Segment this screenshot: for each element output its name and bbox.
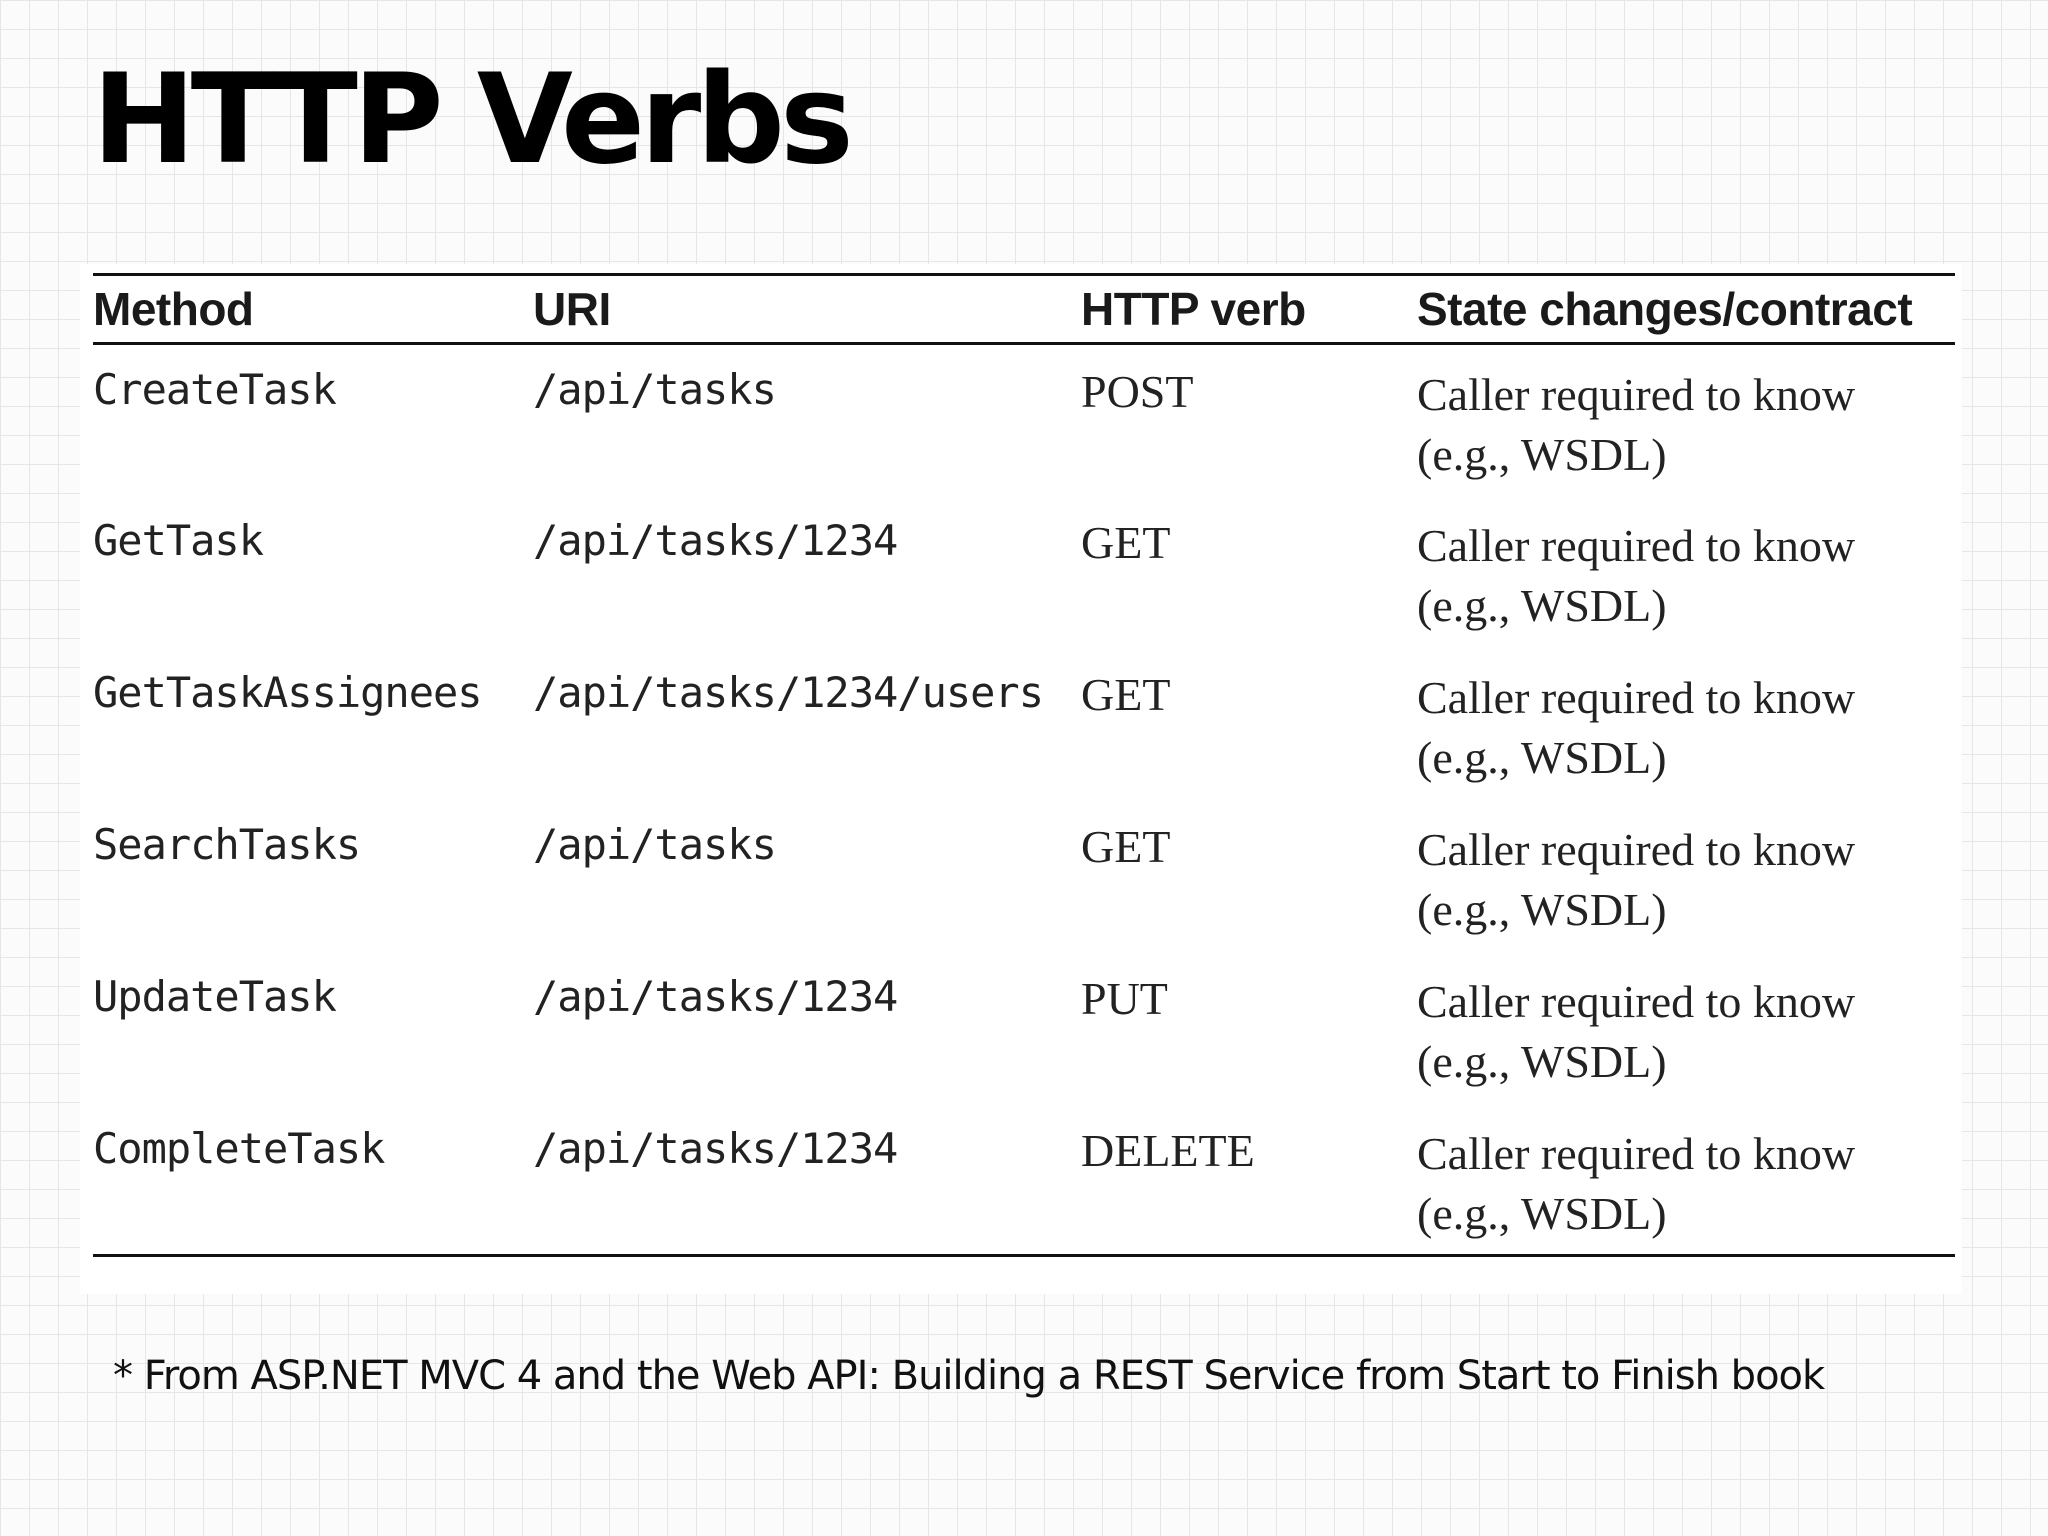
method-cell: GetTaskAssignees xyxy=(93,667,482,717)
contract-line-1: Caller required to know xyxy=(1417,823,1856,875)
method-cell: CompleteTask xyxy=(93,1123,385,1173)
contract-line-2: (e.g., WSDL) xyxy=(1417,1035,1667,1087)
contract-line-2: (e.g., WSDL) xyxy=(1417,429,1667,480)
http-verb-cell: GET xyxy=(1081,668,1171,720)
table-row xyxy=(93,800,1955,952)
method-cell: SearchTasks xyxy=(93,819,361,869)
table-row xyxy=(93,344,1955,496)
contract-line-2: (e.g., WSDL) xyxy=(1417,1187,1667,1239)
uri-cell: /api/tasks/1234 xyxy=(533,515,898,565)
uri-cell: /api/tasks/1234 xyxy=(533,971,898,1021)
http-verbs-table xyxy=(93,273,1955,1257)
http-verb-cell: DELETE xyxy=(1081,1124,1255,1176)
contract-line-1: Caller required to know xyxy=(1417,671,1856,723)
method-cell: GetTask xyxy=(93,515,264,565)
contract-line-2: (e.g., WSDL) xyxy=(1417,731,1667,783)
http-verb-cell: GET xyxy=(1081,820,1171,872)
table-body xyxy=(93,344,1955,1256)
uri-cell: /api/tasks xyxy=(533,365,776,414)
slide-title: HTTP Verbs xyxy=(92,48,849,192)
uri-cell: /api/tasks xyxy=(533,819,776,869)
uri-cell: /api/tasks/1234/users xyxy=(533,667,1044,717)
contract-cell xyxy=(1417,1104,1955,1256)
column-header-http-verb: HTTP verb xyxy=(1081,283,1306,335)
http-verb-cell: PUT xyxy=(1081,972,1168,1024)
contract-line-1: Caller required to know xyxy=(1417,1127,1856,1179)
contract-cell xyxy=(1417,952,1955,1104)
contract-line-2: (e.g., WSDL) xyxy=(1417,883,1667,935)
http-verb-cell: GET xyxy=(1081,516,1171,568)
method-cell: UpdateTask xyxy=(93,971,336,1021)
contract-cell xyxy=(1417,800,1955,952)
method-cell: CreateTask xyxy=(93,365,336,414)
table-row xyxy=(93,496,1955,648)
uri-cell: /api/tasks/1234 xyxy=(533,1123,898,1173)
column-header-uri: URI xyxy=(533,283,611,335)
table-header-row xyxy=(93,275,1955,344)
table-row xyxy=(93,952,1955,1104)
contract-line-1: Caller required to know xyxy=(1417,975,1856,1027)
http-verb-cell: POST xyxy=(1081,366,1194,417)
source-footnote: * From ASP.NET MVC 4 and the Web API: Building a REST Service from Start to Finish book xyxy=(113,1353,1825,1399)
contract-cell xyxy=(1417,496,1955,648)
table-row xyxy=(93,648,1955,800)
column-header-state-changes: State changes/contract xyxy=(1417,283,1913,335)
contract-cell xyxy=(1417,344,1955,496)
contract-line-1: Caller required to know xyxy=(1417,369,1856,420)
table-row xyxy=(93,1104,1955,1256)
column-header-method: Method xyxy=(93,283,254,335)
contract-line-1: Caller required to know xyxy=(1417,519,1856,571)
contract-cell xyxy=(1417,648,1955,800)
contract-line-2: (e.g., WSDL) xyxy=(1417,579,1667,631)
table-header xyxy=(93,275,1955,344)
